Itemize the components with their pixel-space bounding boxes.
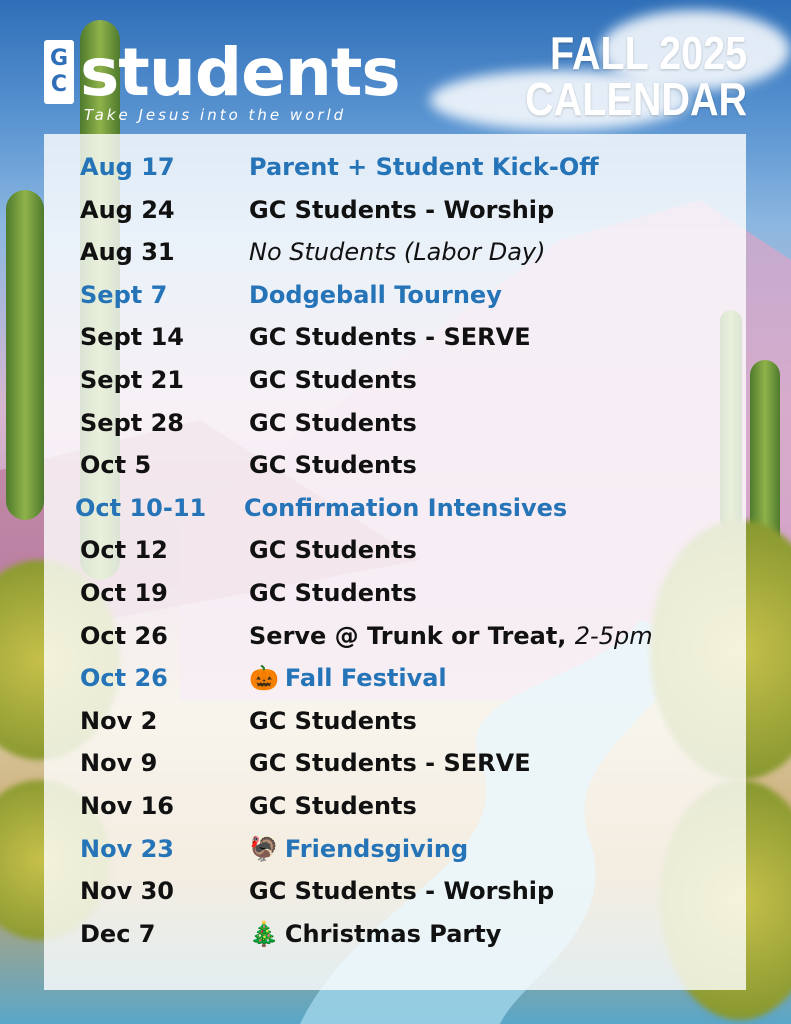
schedule-row: [44, 700, 746, 742]
schedule-row: [44, 189, 746, 231]
schedule-event-label: GC Students: [249, 792, 417, 820]
schedule-date: Oct 5: [80, 451, 152, 480]
schedule-event-label: GC Students - SERVE: [249, 749, 531, 778]
schedule-event: [249, 572, 417, 614]
schedule-date: Oct 26: [80, 664, 168, 693]
schedule-event: [249, 316, 531, 358]
schedule-event-label: GC Students: [249, 536, 417, 565]
schedule-event-label: Dodgeball Tourney: [249, 280, 502, 309]
schedule-row: [44, 274, 746, 316]
schedule-panel: [44, 134, 746, 990]
schedule-event-label: GC Students: [249, 451, 417, 480]
schedule-date: Nov 30: [80, 877, 174, 906]
schedule-row: [44, 828, 746, 870]
schedule-row: [44, 657, 746, 699]
schedule-row: [44, 615, 746, 657]
schedule-event-label: Parent + Student Kick-Off: [249, 153, 599, 181]
calendar-title: [489, 27, 747, 125]
schedule-date: Nov 9: [80, 749, 158, 778]
schedule-event: [249, 700, 417, 742]
schedule-row: [44, 444, 746, 486]
schedule-event: [249, 529, 417, 571]
schedule-date: Aug 17: [80, 153, 175, 181]
schedule-row: [44, 785, 746, 827]
schedule-event-label: Christmas Party: [284, 919, 502, 948]
schedule-event-label: Confirmation Intensives: [244, 493, 568, 522]
logo-tagline: Take Jesus into the world: [84, 106, 347, 124]
schedule-event-label: GC Students: [249, 366, 417, 394]
schedule-row: [44, 870, 746, 912]
schedule-event: [249, 657, 447, 699]
schedule-event: [249, 189, 554, 231]
schedule-row: [44, 487, 746, 529]
schedule-date: Sept 7: [80, 280, 168, 309]
schedule-event: [249, 913, 501, 955]
schedule-event-label: Fall Festival: [284, 664, 447, 693]
schedule-row: [44, 572, 746, 614]
schedule-event-label: Serve @ Trunk or Treat,: [249, 621, 567, 650]
schedule-row: [44, 402, 746, 444]
logo-wordmark: students: [80, 34, 400, 111]
schedule-date: Oct 26: [80, 621, 168, 650]
schedule-row: [44, 231, 746, 273]
schedule-event-label: GC Students - Worship: [249, 195, 555, 224]
schedule-event: [249, 444, 417, 486]
schedule-event: [249, 615, 653, 657]
schedule-date: Aug 24: [80, 195, 175, 224]
schedule-row: [44, 529, 746, 571]
schedule-event: [249, 402, 417, 444]
schedule-row: [44, 913, 746, 955]
schedule-event-label: GC Students - SERVE: [249, 323, 531, 352]
schedule-event-label: GC Students: [249, 579, 417, 607]
schedule-date: Aug 31: [80, 238, 175, 267]
schedule-event-label: GC Students: [249, 706, 417, 735]
schedule-event: [249, 785, 417, 827]
schedule-event: [249, 870, 554, 912]
schedule-event: [249, 359, 417, 401]
schedule-date: Oct 12: [80, 536, 168, 565]
schedule-event: [249, 146, 599, 188]
schedule-date: Sept 21: [80, 366, 184, 394]
schedule-date: Nov 2: [80, 706, 158, 735]
schedule-event: [244, 487, 567, 529]
schedule-event: [249, 742, 531, 784]
pumpkin-icon: 🎃: [249, 664, 279, 693]
schedule-event: [249, 274, 502, 316]
schedule-event-time: 2-5pm: [574, 621, 653, 650]
schedule-row: [44, 742, 746, 784]
title-line-2: CALENDAR: [525, 73, 747, 125]
title-line-1: FALL 2025: [549, 27, 747, 79]
schedule-event: [249, 231, 545, 273]
schedule-event: [249, 828, 468, 870]
schedule-row: [44, 316, 746, 358]
schedule-date: Sept 28: [80, 408, 184, 437]
schedule-event-label: GC Students: [249, 408, 417, 437]
gc-logo-mark: G C: [44, 40, 74, 104]
schedule-date: Nov 23: [80, 834, 174, 863]
schedule-date: Dec 7: [80, 919, 156, 948]
schedule-date: Sept 14: [80, 323, 184, 352]
schedule-date: Oct 10-11: [75, 493, 207, 522]
christmas-tree-icon: 🎄: [249, 919, 279, 948]
turkey-icon: 🦃: [249, 834, 279, 863]
schedule-event-label: Friendsgiving: [284, 834, 469, 863]
schedule-row: [44, 146, 746, 188]
schedule-row: [44, 359, 746, 401]
schedule-date: Nov 16: [80, 792, 174, 820]
gc-students-logo: [44, 34, 414, 130]
schedule-event-label: GC Students - Worship: [249, 877, 555, 906]
schedule-date: Oct 19: [80, 579, 168, 607]
schedule-event-label: No Students (Labor Day): [249, 238, 546, 267]
